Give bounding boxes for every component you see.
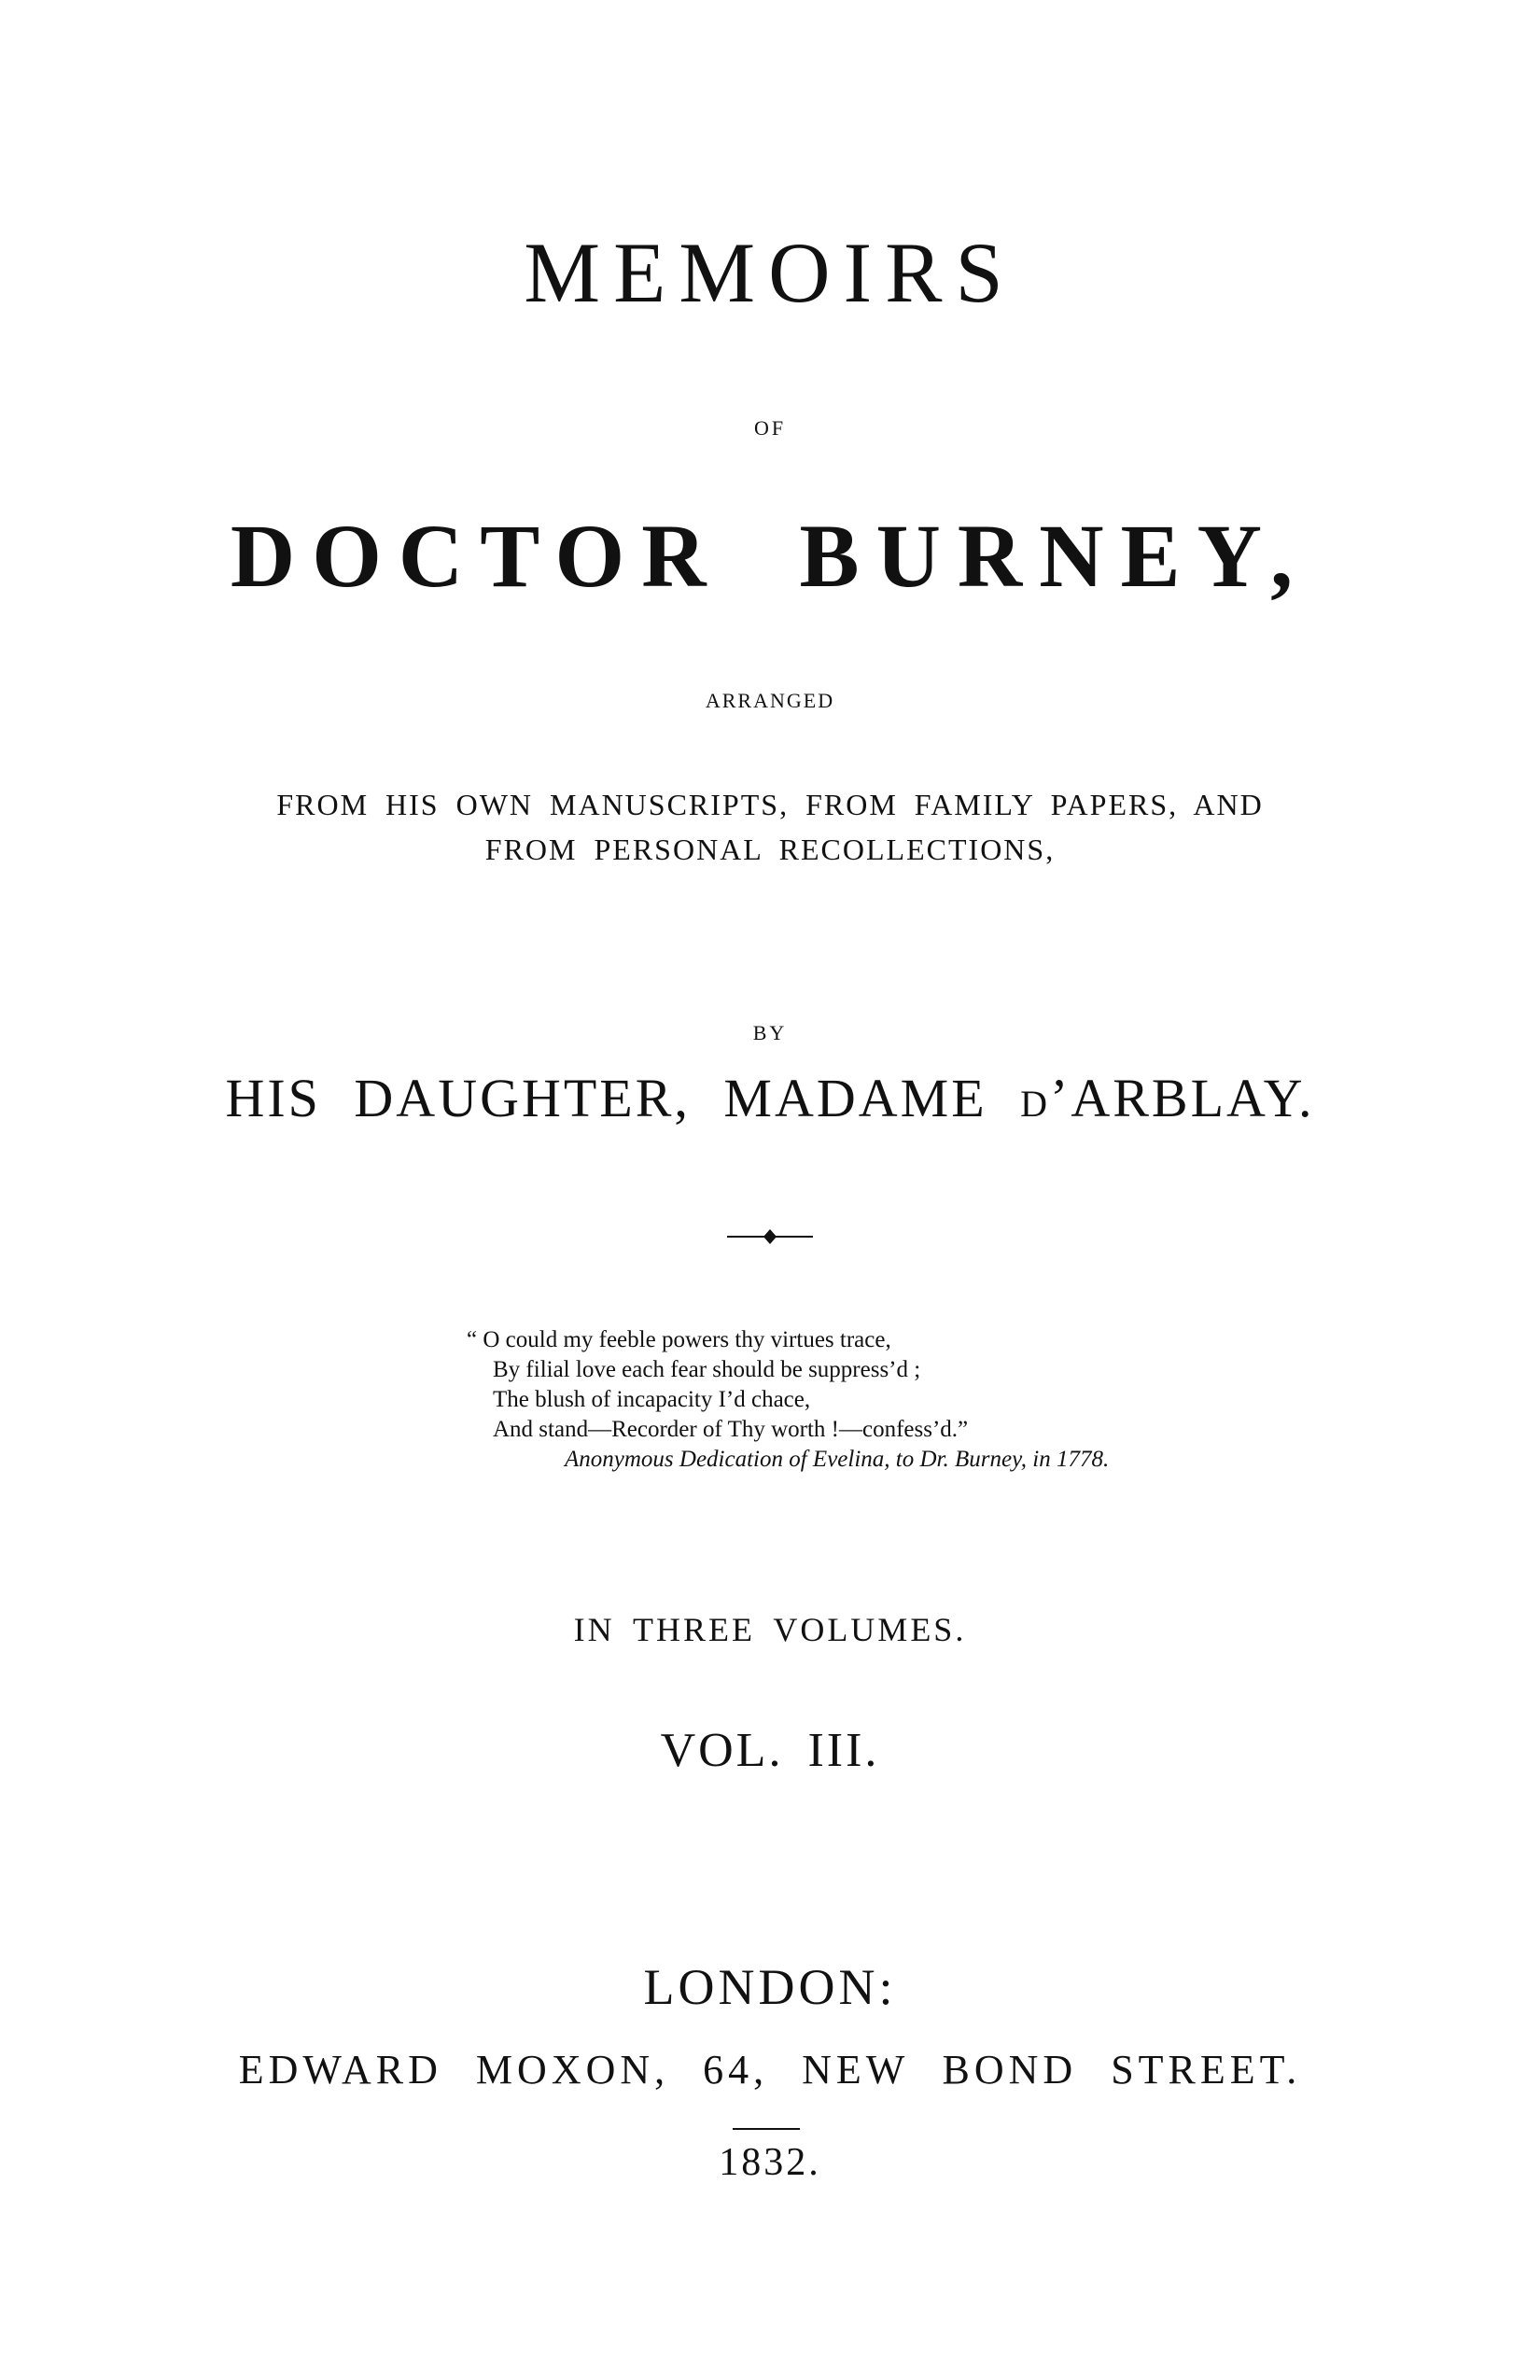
epigraph-line-4: And stand—Recorder of Thy worth !—confess’d.”	[493, 1417, 969, 1442]
volume-count: IN THREE VOLUMES.	[573, 1611, 967, 1648]
epigraph-line-3: The blush of incapacity I’d chace,	[493, 1387, 811, 1412]
subtitle-line-2: FROM PERSONAL RECOLLECTIONS,	[484, 833, 1056, 866]
epigraph	[467, 1325, 1307, 1475]
subtitle-line-1: FROM HIS OWN MANUSCRIPTS, FROM FAMILY PAPERS, AND	[276, 788, 1264, 821]
volume-number: VOL. III.	[660, 1724, 880, 1777]
imprint-rule	[733, 2128, 800, 2130]
by-label: BY	[752, 1021, 788, 1044]
title-connector-of: OF	[753, 416, 787, 440]
author-line	[0, 1068, 1540, 1128]
imprint-year: 1832.	[719, 2141, 821, 2184]
arranged-label: ARRANGED	[705, 689, 835, 712]
author-suffix: ’ARBLAY.	[1050, 1068, 1315, 1128]
imprint-publisher: EDWARD MOXON, 64, NEW BOND STREET.	[238, 2047, 1302, 2093]
epigraph-attribution: Anonymous Dedication of Evelina, to Dr. Burney, in 1778.	[565, 1447, 1110, 1472]
main-title: MEMOIRS	[524, 225, 1016, 320]
epigraph-line-1: “ O could my feeble powers thy virtues trace,	[467, 1327, 891, 1352]
imprint-city: LONDON:	[643, 1959, 897, 2015]
author-particle: D	[1020, 1083, 1051, 1125]
author-prefix: HIS DAUGHTER, MADAME	[225, 1068, 1021, 1128]
ornament-divider-icon	[723, 1223, 817, 1251]
subject-name: DOCTOR BURNEY,	[230, 506, 1310, 606]
epigraph-line-2: By filial love each fear should be suppress’d ;	[493, 1357, 921, 1382]
